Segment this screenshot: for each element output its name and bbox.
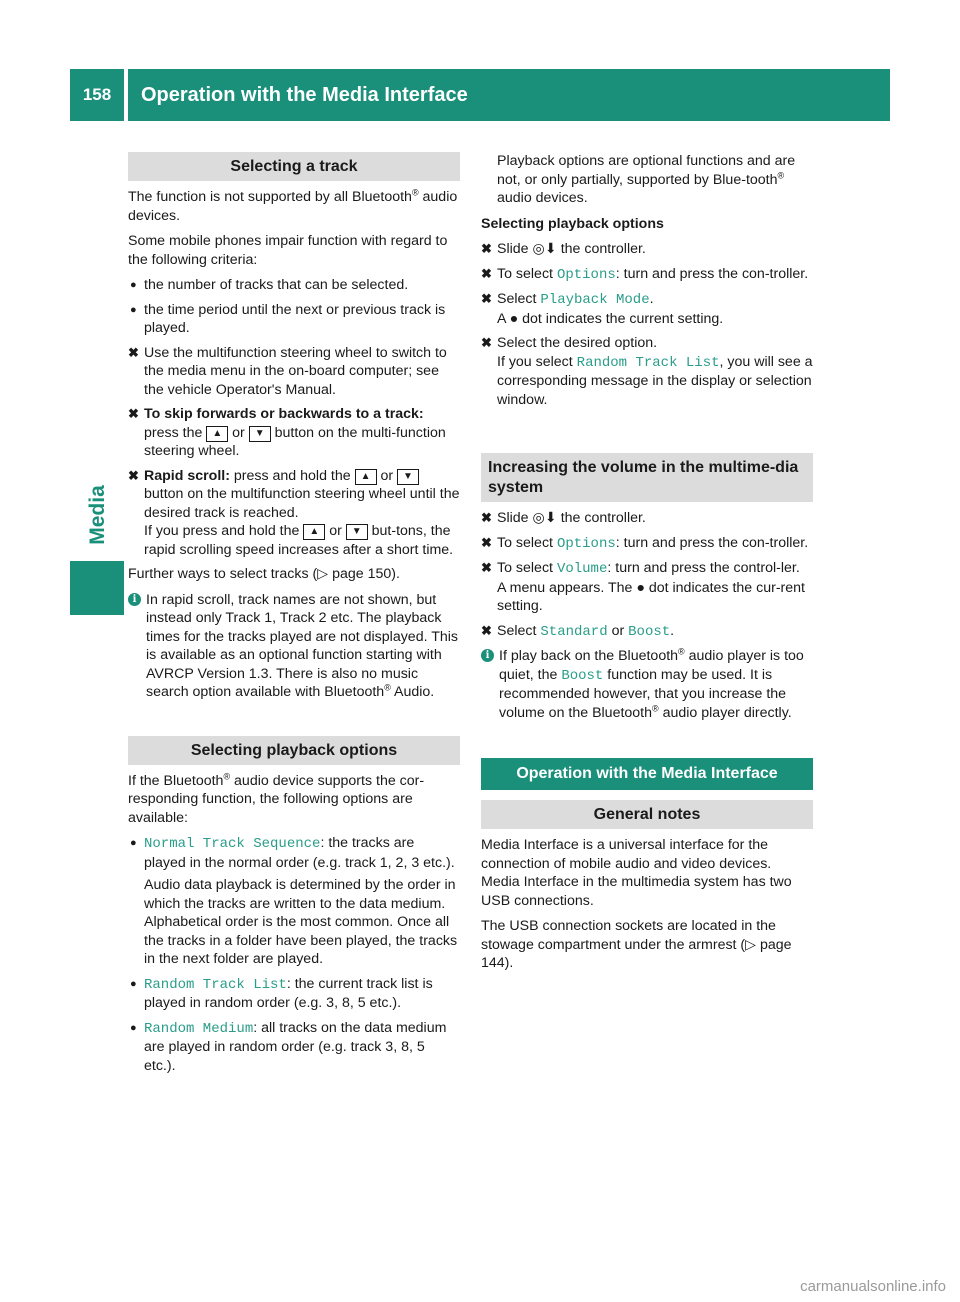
side-tab-block (70, 561, 124, 615)
page-number: 158 (70, 69, 124, 121)
paragraph: The function is not supported by all Bluetooth® audio devices. (128, 187, 458, 224)
step-item: ✖ To skip forwards or backwards to a track: press the ▲ or ▼ button on the multi-function steering wheel. (128, 406, 446, 459)
step-item: ✖ Slide ◎⬇ the controller. (481, 510, 646, 526)
section-heading-selecting-track: Selecting a track (128, 152, 460, 181)
step-item: ✖ Rapid scroll: press and hold the ▲ or ▼ button on the multifunction steering wheel until the desired track is reached. If you press and hold the ▲ or ▼ but-tons, the rapid scrolling speed increases after a short time. (128, 467, 460, 558)
paragraph: Some mobile phones impair function with regard to the following criteria: (128, 233, 448, 268)
info-icon: i (481, 649, 494, 662)
paragraph: If the Bluetooth® audio device supports the cor-responding function, the following options are available: (128, 770, 425, 826)
step-item: ✖ Use the multifunction steering wheel to switch to the media menu in the on-board computer; see the vehicle Operator's Manual. (128, 344, 447, 398)
step-item: ✖ To select Options: turn and press the con-troller. (481, 534, 809, 552)
right-column (481, 152, 813, 980)
info-icon: i (128, 593, 141, 606)
list-item: ● Random Track List: the current track list is played in random order (e.g. 3, 8, 5 etc.). (130, 975, 433, 1011)
up-key-icon: ▲ (206, 426, 228, 442)
info-note: i If play back on the Bluetooth® audio player is too quiet, the Boost function may be used. It is recommended however, that you increase the volume on the Bluetooth® audio player directly. (481, 647, 813, 722)
up-key-icon: ▲ (303, 524, 325, 540)
step-item: ✖ To select Options: turn and press the con-troller. (481, 265, 809, 283)
side-tab-label: Media (86, 485, 109, 545)
paragraph: The USB connection sockets are located in the stowage compartment under the armrest (▷ page 144). (481, 918, 792, 971)
down-key-icon: ▼ (397, 469, 419, 485)
down-key-icon: ▼ (249, 426, 271, 442)
list-item: ● Normal Track Sequence: the tracks are played in the normal order (e.g. track 1, 2, 3 etc.). Audio data playback is determined by the order in which the tracks are written to the data medium. Alphabetical order is the most common. Once all the tracks in a folder have been played, the tracks in the next folder are played. (130, 835, 458, 967)
subheading: Selecting playback options (481, 215, 664, 232)
step-item: ✖ To select Volume: turn and press the control-ler. A menu appears. The ● dot indicates the cur-rent setting. (481, 560, 805, 614)
up-key-icon: ▲ (355, 469, 377, 485)
paragraph: Further ways to select tracks (▷ page 150). (128, 566, 400, 582)
section-heading-media-interface: Operation with the Media Interface (481, 758, 813, 790)
step-item: ✖ Slide ◎⬇ the controller. (481, 241, 646, 257)
list-item: ● Random Medium: all tracks on the data medium are played in random order (e.g. track 3, 8, 5 etc.). (130, 1019, 447, 1074)
footer-watermark: carmanualsonline.info (800, 1278, 946, 1295)
step-item: ✖ Select Playback Mode. A ● dot indicates the current setting. (481, 291, 724, 327)
step-item: ✖ Select Standard or Boost. (481, 622, 675, 640)
step-item: ✖ Select the desired option. If you select Random Track List, you will see a corresponding message in the display or selection window. (481, 335, 813, 408)
paragraph: Media Interface is a universal interface for the connection of mobile audio and video devices. Media Interface in the multimedia system has two USB connections. (481, 837, 792, 909)
page-title: Operation with the Media Interface (141, 84, 468, 106)
down-key-icon: ▼ (346, 524, 368, 540)
list-item: ● the number of tracks that can be selected. (130, 277, 409, 293)
section-heading-playback-options: Selecting playback options (128, 736, 460, 765)
section-heading-general-notes: General notes (481, 800, 813, 829)
list-item: ● the time period until the next or previous track is played. (130, 301, 446, 336)
info-note: i In rapid scroll, track names are not shown, but instead only Track 1, Track 2 etc. The playback times for the tracks played are not displayed. This is available as an optional function starting with AVRCP Version 1.3. There is also no music search option available with Bluetooth® Audio. (128, 591, 460, 702)
left-column (128, 152, 460, 1081)
paragraph: Playback options are optional functions and are not, or only partially, supported by Blue-tooth® audio devices. (497, 153, 796, 206)
section-heading-volume: Increasing the volume in the multime-dia system (481, 453, 813, 502)
